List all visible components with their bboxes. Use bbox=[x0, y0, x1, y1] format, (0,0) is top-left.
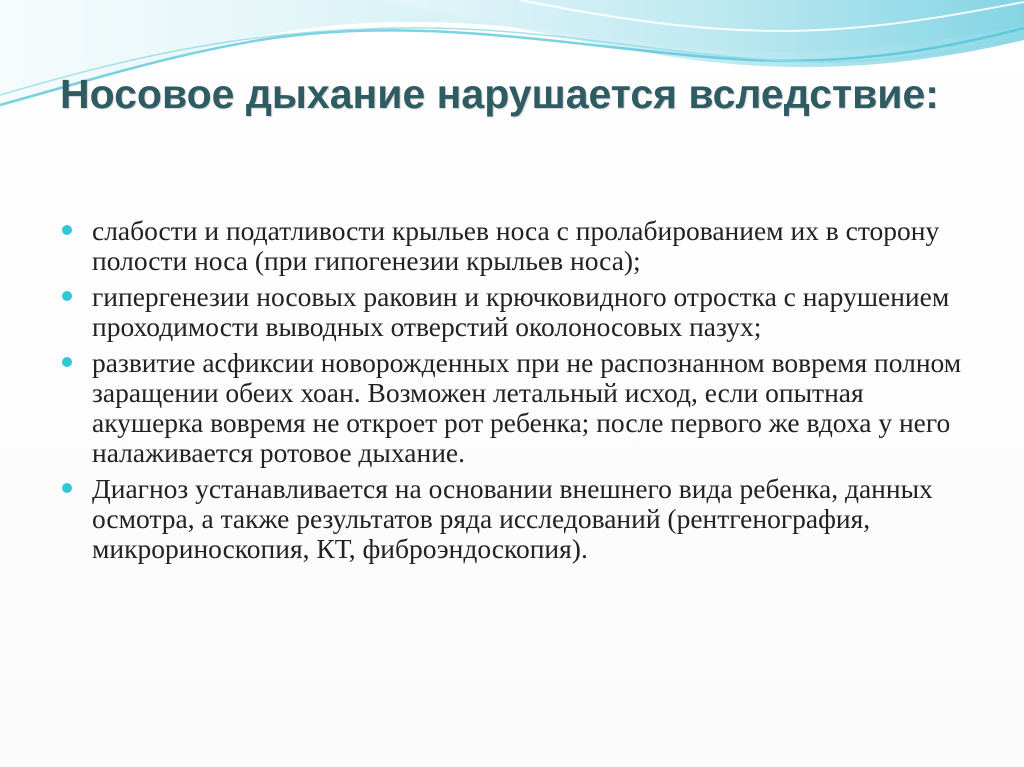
list-item bbox=[62, 216, 962, 276]
bullet-text: Диагноз устанавливается на основании внешнего вида ребенка, данных осмотра, а также результатов ряда исследований (рентгенография, микрориноскопия, КТ, фиброэндоскопия). bbox=[92, 473, 933, 564]
list-item bbox=[62, 474, 962, 564]
slide-title: Носовое дыхание нарушается вследствие: bbox=[60, 71, 939, 117]
bullet-text: гипергенезии носовых раковин и крючковидного отростка с нарушением проходимости выводных отверстий околоносовых пазух; bbox=[92, 281, 950, 342]
bullet-point-icon bbox=[62, 357, 72, 367]
bullet-text: развитие асфиксии новорожденных при не распознанном вовремя полном заращении обеих хоан. Возможен летальный исход, если опытная акушерка вовремя не откроет рот ребенка; после первого же вдоха у него налаживается ротовое дыхание. bbox=[92, 347, 962, 468]
bullet-point-icon bbox=[62, 483, 72, 493]
bullet-point-icon bbox=[62, 291, 72, 301]
bullet-text: слабости и податливости крыльев носа с пролабированием их в сторону полости носа (при гипогенезии крыльев носа); bbox=[92, 215, 940, 276]
list-item bbox=[62, 282, 962, 342]
bullet-list bbox=[62, 216, 962, 570]
list-item bbox=[62, 348, 962, 468]
bullet-point-icon bbox=[62, 225, 72, 235]
